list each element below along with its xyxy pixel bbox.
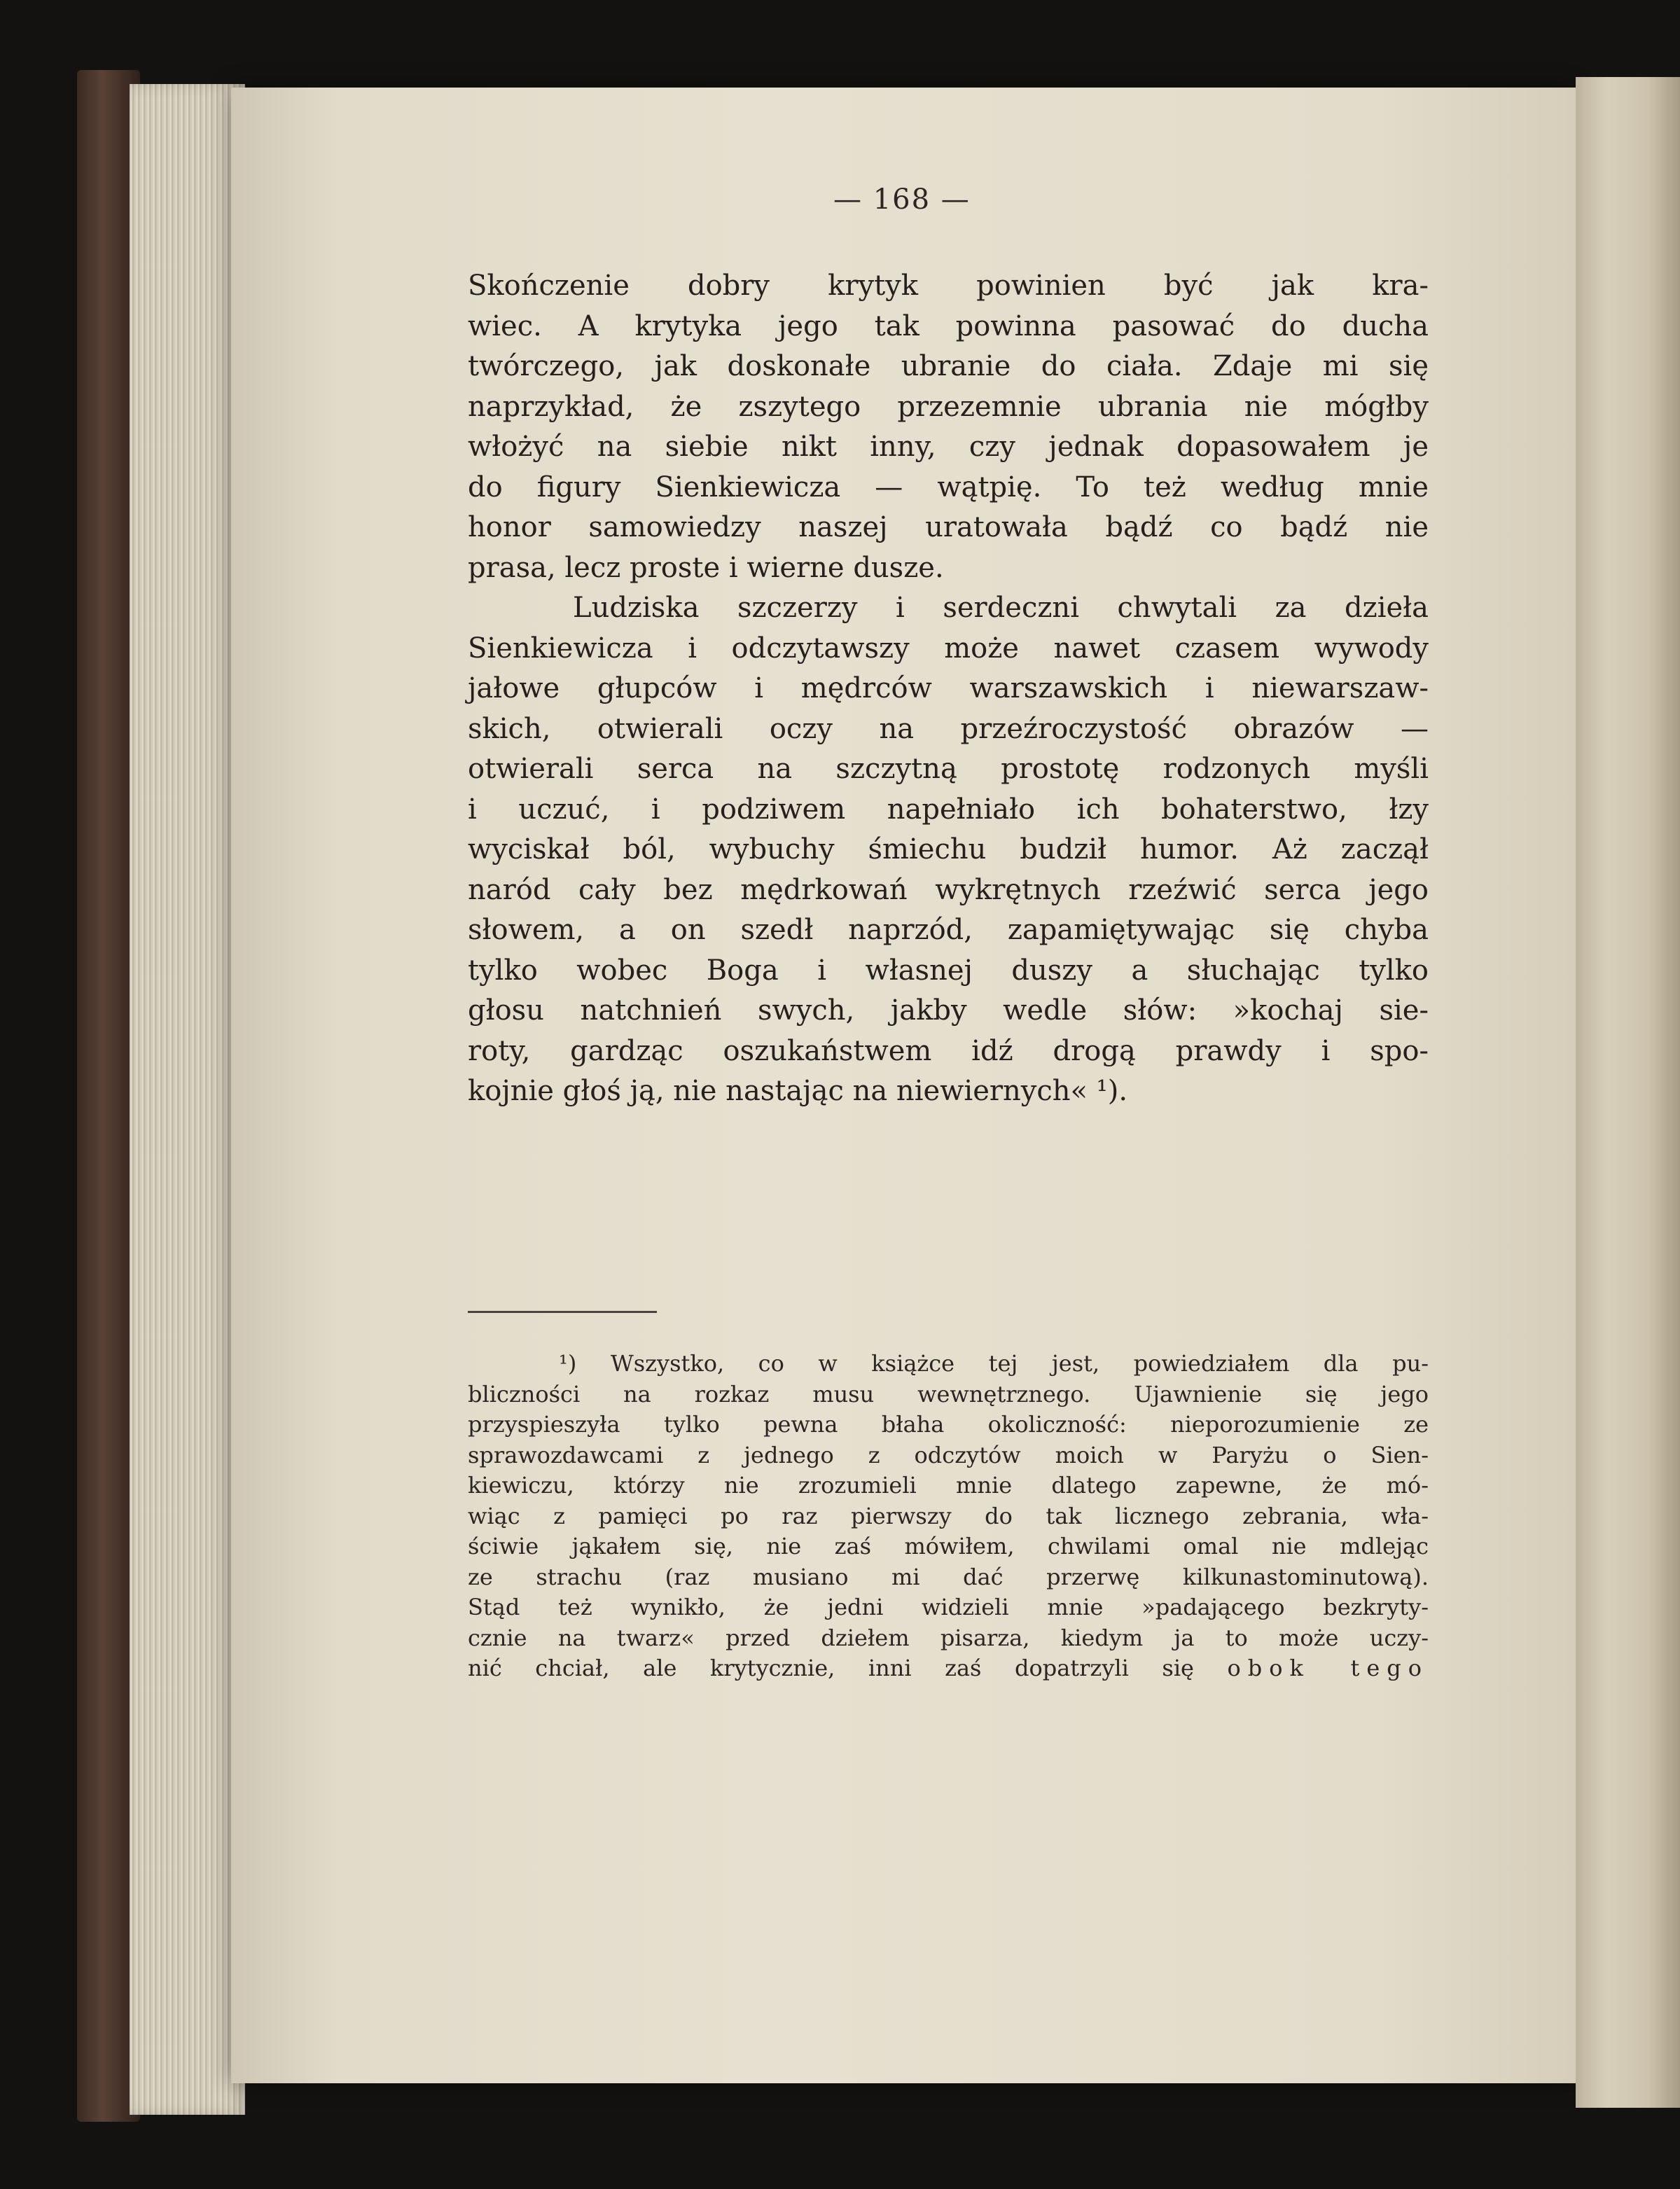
footnote-line: ze strachu (raz musiano mi dać przerwę kilkunastominutową). — [468, 1563, 1429, 1590]
footnote-divider — [468, 1311, 657, 1313]
body-line: prasa, lecz proste i wierne dusze. — [468, 551, 944, 584]
page-stack-edge — [130, 84, 245, 2115]
body-line: otwierali serca na szczytną prostotę rodzonych myśli — [468, 753, 1429, 785]
body-line: wiec. A krytyka jego tak powinna pasować do ducha — [468, 310, 1429, 342]
body-line: roty, gardząc oszukaństwem idź drogą prawdy i spo- — [468, 1034, 1429, 1067]
footnote-line: sprawozdawcami z jednego z odczytów moich w Paryżu o Sien- — [468, 1441, 1429, 1468]
footnote-line: wiąc z pamięci po raz pierwszy do tak licznego zebrania, wła- — [468, 1502, 1429, 1529]
body-text — [468, 266, 1429, 1112]
body-line: tylko wobec Boga i własnej duszy a słuchając tylko — [468, 954, 1429, 987]
body-line: honor samowiedzy naszej uratowała bądź co bądź nie — [468, 511, 1429, 543]
footnote-spaced-text: obok tego — [1227, 1655, 1429, 1681]
body-line: kojnie głoś ją, nie nastając na niewiernych« ¹). — [468, 1075, 1128, 1107]
body-line: jałowe głupców i mędrców warszawskich i niewarszaw- — [468, 672, 1429, 704]
body-line: Skończenie dobry krytyk powinien być jak kra- — [468, 270, 1429, 302]
body-line: wyciskał ból, wybuchy śmiechu budził humor. Aż zaczął — [468, 833, 1429, 866]
body-line: naród cały bez mędrkowań wykrętnych rzeźwić serca jego — [468, 873, 1429, 906]
body-line: słowem, a on szedł naprzód, zapamiętywając się chyba — [468, 914, 1429, 946]
body-line: i uczuć, i podziwem napełniało ich bohaterstwo, łzy — [468, 793, 1429, 826]
footnote-line: kiewiczu, którzy nie zrozumieli mnie dlatego zapewne, że mó- — [468, 1472, 1429, 1499]
footnote-line: przyspieszyła tylko pewna błaha okoliczność: nieporozumienie ze — [468, 1411, 1429, 1438]
footnote-line — [468, 1653, 1429, 1684]
footnote-line: ¹) Wszystko, co w książce tej jest, powiedziałem dla pu- — [559, 1350, 1429, 1377]
facing-page-gutter — [1576, 77, 1680, 2108]
footnote-line: bliczności na rozkaz musu wewnętrznego. Ujawnienie się jego — [468, 1380, 1429, 1408]
body-line: włożyć na siebie nikt inny, czy jednak dopasowałem je — [468, 431, 1429, 463]
footnote-line: Stąd też wynikło, że jedni widzieli mnie »padającego bezkryty- — [468, 1594, 1429, 1620]
body-line: Sienkiewicza i odczytawszy może nawet czasem wywody — [468, 632, 1429, 665]
footnote — [468, 1349, 1429, 1684]
footnote-line: cznie na twarz« przed dziełem pisarza, kiedym ja to może uczy- — [468, 1624, 1429, 1651]
body-line: naprzykład, że zszytego przezemnie ubrania nie mógłby — [468, 390, 1429, 423]
body-line: skich, otwierali oczy na przeźroczystość obrazów — — [468, 712, 1429, 745]
body-line: Ludziska szczerzy i serdeczni chwytali za dzieła — [573, 592, 1429, 624]
footnote-line: ściwie jąkałem się, nie zaś mówiłem, chwilami omal nie mdlejąc — [468, 1533, 1429, 1559]
body-line: twórczego, jak doskonałe ubranie do ciała. Zdaje mi się — [468, 350, 1429, 382]
footnote-last-text: nić chciał, ale krytycznie, inni zaś dopatrzyli się — [468, 1655, 1194, 1681]
body-line: do figury Sienkiewicza — wątpię. To też według mnie — [468, 471, 1429, 503]
page-number: — 168 — — [833, 183, 971, 216]
body-line: głosu natchnień swych, jakby wedle słów: »kochaj sie- — [468, 994, 1429, 1027]
